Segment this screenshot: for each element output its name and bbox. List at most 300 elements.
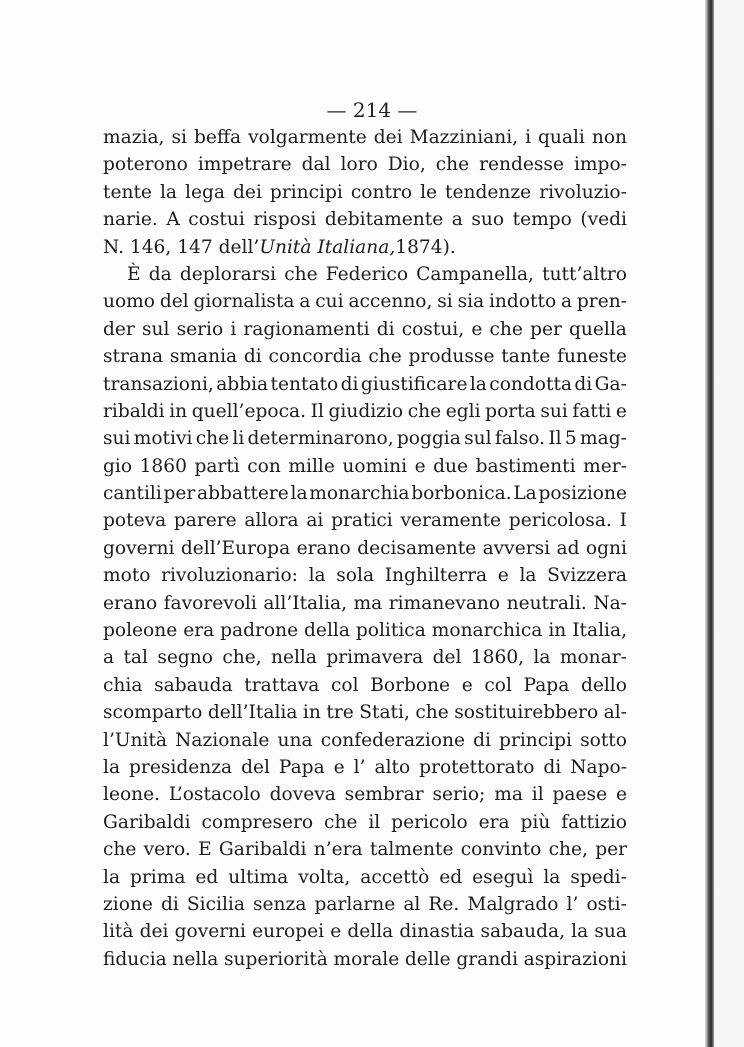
word: Il: [548, 428, 562, 450]
word: la: [571, 921, 589, 943]
word: che: [195, 428, 230, 450]
word: funeste: [557, 346, 627, 368]
newspaper-title: Unità Italiana,: [259, 236, 396, 258]
word: produsse: [408, 346, 495, 368]
word: serio;: [432, 784, 486, 806]
word: serio: [176, 318, 224, 340]
word: le: [420, 181, 438, 203]
word: tente: [103, 181, 152, 203]
word: 1860,: [470, 647, 525, 669]
word: Papa: [523, 674, 570, 696]
word: i: [230, 318, 237, 340]
word: da: [148, 263, 172, 285]
word: neutrali.: [506, 592, 587, 614]
word: senza: [253, 893, 307, 915]
word: parere: [173, 510, 237, 532]
word: leone.: [103, 784, 161, 806]
word: giudizio: [328, 400, 404, 422]
word: dell’Italia: [207, 702, 298, 724]
word: determinarono,: [247, 428, 394, 450]
word: che: [324, 811, 358, 833]
word: Ga-: [594, 373, 627, 395]
word: mille: [288, 455, 335, 477]
word: Garibaldi: [103, 811, 191, 833]
word: morale: [333, 948, 400, 970]
word: in: [169, 400, 188, 422]
word: dello: [580, 674, 627, 696]
text-line: [103, 699, 627, 726]
word: tempo: [512, 209, 572, 231]
word: erano: [103, 592, 158, 614]
text-line: [103, 946, 627, 973]
word: bastimenti: [475, 455, 576, 477]
word: zione: [103, 893, 153, 915]
word: grandi: [456, 948, 519, 970]
word: Garibaldi: [218, 839, 307, 861]
word: di: [473, 729, 491, 751]
word: prima: [129, 866, 186, 888]
word: porta: [485, 400, 536, 422]
word: presidenza: [129, 756, 233, 778]
text-line: [103, 781, 627, 808]
word: ed: [195, 866, 219, 888]
word: della: [347, 921, 394, 943]
word: che: [415, 702, 449, 724]
word: erano: [296, 537, 351, 559]
word: cantili: [103, 483, 162, 505]
word: politica: [355, 620, 426, 642]
word: uomini: [342, 455, 408, 477]
word: costui,: [401, 318, 465, 340]
word: borbonica.: [411, 483, 512, 505]
word: Italia,: [572, 620, 627, 642]
word: sui: [540, 400, 568, 422]
word: quell’epoca.: [191, 400, 306, 422]
word: che,: [548, 839, 588, 861]
word: dell’Europa: [180, 537, 291, 559]
word: sul: [464, 428, 492, 450]
word: trattava: [244, 674, 320, 696]
paragraph-first-line: [103, 261, 627, 288]
text-line: [103, 644, 627, 671]
word: pratici: [331, 510, 393, 532]
text-line: [103, 562, 627, 589]
word: Stati,: [359, 702, 410, 724]
word: la: [290, 483, 308, 505]
word: Mazziniani,: [409, 127, 519, 148]
word: doveva: [269, 784, 336, 806]
word: ogni: [585, 537, 627, 559]
word: Nazionale: [175, 729, 270, 751]
word: ribaldi: [103, 400, 165, 422]
word: aspirazioni: [523, 948, 627, 970]
word: suo: [471, 209, 505, 231]
word: fatti: [572, 400, 612, 422]
word: al: [403, 893, 421, 915]
word: narie.: [103, 209, 158, 231]
word: e: [414, 455, 426, 477]
word: dei: [139, 921, 169, 943]
word: a: [103, 647, 115, 669]
text-line: [103, 891, 627, 918]
word: la: [308, 565, 326, 587]
word: del: [241, 756, 270, 778]
word: impo-: [573, 154, 627, 176]
word: superiorità: [223, 948, 328, 970]
word: la: [103, 866, 121, 888]
word: confederazione: [320, 729, 465, 751]
word: convinto: [460, 839, 542, 861]
word: tre: [326, 702, 354, 724]
word: alto: [374, 756, 411, 778]
word: col: [331, 674, 359, 696]
word: impetrare: [197, 154, 292, 176]
word: che: [368, 346, 402, 368]
word: all’Italia,: [263, 592, 348, 614]
text-line: [103, 672, 627, 699]
word: la: [103, 756, 121, 778]
word: deplorarsi: [179, 263, 277, 285]
word: tante: [501, 346, 551, 368]
word: era: [183, 620, 215, 642]
word: protettorato: [419, 756, 535, 778]
word: accettò: [360, 866, 430, 888]
word: avversi: [482, 537, 551, 559]
text-line: [103, 398, 627, 425]
word: cui: [315, 291, 344, 313]
word: di: [340, 373, 359, 395]
word: mag-: [580, 428, 627, 450]
word: risposi: [253, 209, 317, 231]
word: sabauda,: [480, 921, 566, 943]
word: poggia: [396, 428, 461, 450]
word: compresero: [201, 811, 314, 833]
word: rimanevano: [388, 592, 501, 614]
word: Papa: [278, 756, 325, 778]
word: li: [232, 428, 245, 450]
text-line: [103, 617, 627, 644]
word: al-: [603, 702, 627, 724]
word: principi: [269, 181, 343, 203]
word: 1860: [139, 455, 187, 477]
word: È: [127, 263, 141, 285]
text-line: [103, 151, 627, 178]
word: per: [530, 318, 562, 340]
word: sua: [594, 921, 627, 943]
word: sostituirebbero: [454, 702, 599, 724]
word: una: [277, 729, 313, 751]
word: paese: [552, 784, 608, 806]
word: Federico: [325, 263, 409, 285]
word: veramente: [400, 510, 502, 532]
word: ma: [353, 592, 383, 614]
word: costui: [188, 209, 245, 231]
word: per: [163, 483, 196, 505]
word: il: [368, 811, 381, 833]
word: mer-: [583, 455, 627, 477]
word: poteva: [103, 510, 167, 532]
word: tutt’altro: [542, 263, 627, 285]
word: più: [520, 811, 551, 833]
word: poterono: [103, 154, 188, 176]
word: parlarne: [314, 893, 396, 915]
word: dei: [373, 127, 403, 148]
word: volgarmente: [248, 127, 367, 148]
page-number: — 214 —: [326, 98, 418, 122]
word: loro: [340, 154, 378, 176]
word: smania: [169, 346, 238, 368]
word: del: [432, 647, 462, 669]
word: sembrar: [344, 784, 424, 806]
word: padrone: [220, 620, 299, 642]
word: rendesse: [479, 154, 564, 176]
word: favorevoli: [163, 592, 257, 614]
word: fiducia: [103, 948, 167, 970]
word: di: [160, 893, 179, 915]
word: che: [435, 154, 470, 176]
word: contro: [350, 181, 413, 203]
word: e: [615, 400, 627, 422]
word: mazia,: [103, 127, 165, 148]
word: A: [166, 209, 180, 231]
word: e: [471, 318, 483, 340]
word: falso.: [494, 428, 546, 450]
word: si: [171, 127, 187, 148]
word: der: [103, 318, 135, 340]
word: per: [595, 839, 627, 861]
word: l’: [566, 893, 579, 915]
word: volta,: [298, 866, 351, 888]
word: l’Unità: [103, 729, 168, 751]
word: L’ostacolo: [168, 784, 261, 806]
text-line: [103, 480, 627, 507]
word: governi: [174, 921, 247, 943]
word: Malgrado: [467, 893, 559, 915]
word: non: [591, 127, 627, 148]
word: Borbone: [370, 674, 451, 696]
word: la: [543, 866, 561, 888]
word: rivoluzio-: [539, 181, 627, 203]
word: di: [243, 346, 262, 368]
word: E: [198, 839, 212, 861]
word: due: [433, 455, 469, 477]
word: monarchia: [309, 483, 410, 505]
word: era: [478, 811, 510, 833]
word: sia: [457, 291, 485, 313]
citation-suffix: 1874).: [395, 236, 456, 258]
word: Dio,: [387, 154, 426, 176]
word: del: [159, 291, 189, 313]
word: poleone: [103, 620, 178, 642]
word: di: [543, 756, 562, 778]
text-line: [103, 918, 627, 945]
word: a: [451, 209, 463, 231]
word: e: [497, 565, 509, 587]
word: quella: [569, 318, 627, 340]
word: europei: [252, 921, 325, 943]
word: pericolo: [391, 811, 468, 833]
word: Sicilia: [186, 893, 245, 915]
word: monar-: [559, 647, 627, 669]
text-line: [103, 754, 627, 781]
word: vero.: [143, 839, 191, 861]
text-line: [103, 453, 627, 480]
word: la: [519, 565, 537, 587]
word: (vedi: [580, 209, 627, 231]
word: sui: [103, 428, 131, 450]
word: Na-: [593, 592, 627, 614]
word: concordia: [268, 346, 362, 368]
word: dinastia: [399, 921, 475, 943]
word: primavera: [326, 647, 424, 669]
word: indotto: [488, 291, 557, 313]
text-line: [103, 234, 627, 261]
word: nella: [270, 647, 317, 669]
page-binding-edge: [705, 0, 714, 1047]
word: e: [333, 756, 345, 778]
word: che: [284, 263, 318, 285]
word: osti-: [586, 893, 627, 915]
word: beffa: [193, 127, 242, 148]
word: abbattere: [197, 483, 289, 505]
word: che: [407, 400, 442, 422]
word: spedi-: [570, 866, 627, 888]
word: governi: [103, 537, 175, 559]
text-line: [103, 836, 627, 863]
text-line: [103, 343, 627, 370]
word: Napo-: [570, 756, 627, 778]
word: giornalista: [193, 291, 295, 313]
word: l’: [353, 756, 366, 778]
word: e: [330, 921, 342, 943]
word: moto: [103, 565, 151, 587]
text-line: [103, 507, 627, 534]
word: ma: [494, 784, 523, 806]
word: allora: [244, 510, 299, 532]
word: che: [489, 318, 523, 340]
word: strana: [103, 346, 164, 368]
word: di: [574, 373, 593, 395]
word: monarchica: [431, 620, 543, 642]
text-line: [103, 809, 627, 836]
word: 5: [564, 428, 577, 450]
word: Il: [310, 400, 324, 422]
word: delle: [404, 948, 451, 970]
word: a: [299, 291, 311, 313]
word: lega: [185, 181, 225, 203]
word: in: [548, 620, 567, 642]
word: lità: [103, 921, 134, 943]
word: e: [461, 674, 473, 696]
word: talmente: [369, 839, 454, 861]
word: segno: [157, 647, 213, 669]
word: che,: [222, 647, 262, 669]
word: pren-: [576, 291, 627, 313]
word: dal: [301, 154, 331, 176]
word: decisamente: [357, 537, 477, 559]
word: uomo: [103, 291, 155, 313]
text-line: [103, 535, 627, 562]
text-line: [103, 425, 627, 452]
word: chia: [103, 674, 143, 696]
word: principi: [499, 729, 572, 751]
word: nella: [172, 948, 219, 970]
word: abbia: [216, 373, 269, 395]
word: con: [247, 455, 281, 477]
word: motivi: [133, 428, 193, 450]
word: sul: [141, 318, 170, 340]
word: sola: [336, 565, 375, 587]
word: ad: [556, 537, 580, 559]
word: Inghilterra: [384, 565, 488, 587]
word: tendenze: [445, 181, 532, 203]
word: I: [619, 510, 627, 532]
word: sabauda: [154, 674, 233, 696]
word: il: [531, 784, 544, 806]
word: tentato: [270, 373, 339, 395]
text-line: [103, 179, 627, 206]
word: a: [560, 291, 573, 313]
text-line: [103, 206, 627, 233]
word: della: [304, 620, 350, 642]
word: i: [525, 127, 532, 148]
word: ed: [439, 866, 463, 888]
word: transazioni,: [103, 373, 214, 395]
word: rivoluzionario:: [161, 565, 298, 587]
word: di: [376, 318, 395, 340]
word: la: [533, 647, 551, 669]
word: quali: [538, 127, 585, 148]
word: ultima: [228, 866, 289, 888]
word: accenno,: [348, 291, 433, 313]
word: egli: [445, 400, 481, 422]
word: si: [437, 291, 453, 313]
word: sotto: [580, 729, 627, 751]
text-line: [103, 590, 627, 617]
text-line: [103, 288, 627, 315]
word: Campanella,: [416, 263, 534, 285]
word: eseguì: [472, 866, 534, 888]
word: pericolosa.: [508, 510, 612, 532]
word: e: [615, 784, 627, 806]
body-text: [103, 124, 627, 973]
word: che: [103, 839, 137, 861]
word: tal: [123, 647, 148, 669]
word: giustificare: [360, 373, 468, 395]
word: partì: [194, 455, 240, 477]
word: scomparto: [103, 702, 203, 724]
word: Re.: [428, 893, 460, 915]
text-line: [103, 727, 627, 754]
word: la: [159, 181, 178, 203]
word: n’era: [313, 839, 363, 861]
citation-prefix: N. 146, 147 dell’: [103, 236, 260, 258]
word: ai: [306, 510, 324, 532]
word: condotta: [489, 373, 573, 395]
word: fattizio: [561, 811, 627, 833]
word: la: [469, 373, 487, 395]
word: dei: [233, 181, 262, 203]
word: posizione: [538, 483, 627, 505]
word: debitamente: [324, 209, 444, 231]
word: La: [513, 483, 537, 505]
text-line: [103, 316, 627, 343]
word: ragionamenti: [243, 318, 370, 340]
text-line: [103, 371, 627, 398]
text-line: [103, 124, 627, 151]
word: gio: [103, 455, 133, 477]
word: Svizzera: [547, 565, 627, 587]
